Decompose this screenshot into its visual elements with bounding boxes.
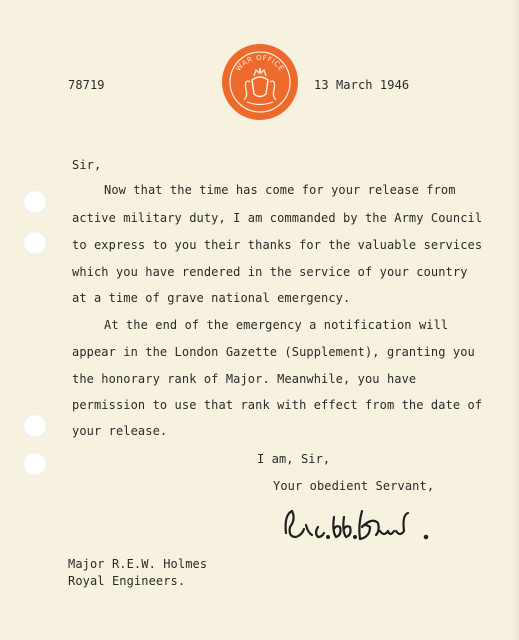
punch-hole-bottom [23,452,47,476]
paragraph-2-line-4: permission to use that rank with effect from the date of [72,398,483,412]
paragraph-1-line-3: to express to you their thanks for the valuable services [72,238,483,252]
reference-number: 78719 [68,78,105,92]
letter-date: 13 March 1946 [314,78,410,92]
punch-hole-top [23,190,47,214]
paragraph-1-line-5: at a time of grave national emergency. [72,291,351,305]
paragraph-1-line-1: Now that the time has come for your release from [104,183,456,197]
paragraph-2-line-2: appear in the London Gazette (Supplement), granting you [72,345,475,359]
paragraph-2-line-3: the honorary rank of Major. Meanwhile, you have [72,372,417,386]
seal-text: WAR OFFICE [234,53,286,73]
punch-hole-lower [23,414,47,438]
paragraph-1-line-2: active military duty, I am commanded by the Army Council [72,211,483,225]
page-edge [513,0,519,640]
punch-hole-upper [23,231,47,255]
paragraph-1-line-4: which you have rendered in the service of your country [72,265,468,279]
paragraph-2-line-5: your release. [72,424,168,438]
signoff-line: Your obedient Servant, [273,479,435,493]
war-office-seal-icon [220,42,300,122]
recipient-unit: Royal Engineers. [68,574,186,588]
closing-line: I am, Sir, [257,452,331,466]
handwritten-signature [278,503,438,547]
recipient-name: Major R.E.W. Holmes [68,557,208,571]
paragraph-2-line-1: At the end of the emergency a notification will [104,318,449,332]
salutation: Sir, [72,158,102,172]
